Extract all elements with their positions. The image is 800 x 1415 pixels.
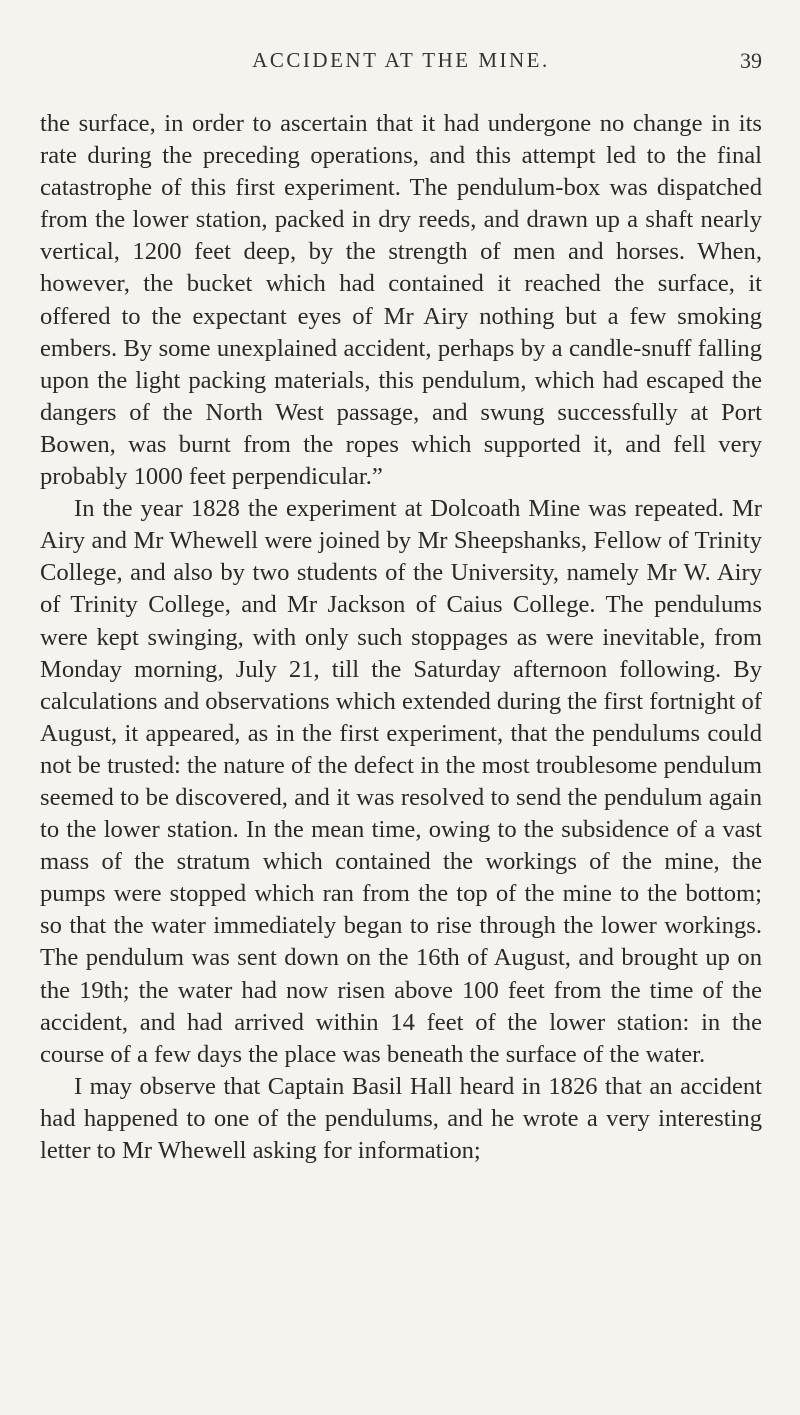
page-header	[40, 48, 762, 88]
paragraph: the surface, in order to ascertain that it had undergone no change in its rate during the preceding operations, and this attempt led to the final catastrophe of this first experiment. The pendulum-box was dispatched from the lower station, packed in dry reeds, and drawn up a shaft nearly vertical, 1200 feet deep, by the strength of men and horses. When, however, the bucket which had contained it reached the surface, it offered to the expectant eyes of Mr Airy nothing but a few smoking embers. By some unexplained accident, perhaps by a candle-snuff falling upon the light packing materials, this pendulum, which had escaped the dangers of the North West passage, and swung successfully at Port Bowen, was burnt from the ropes which supported it, and fell very probably 1000 feet perpendicular.”	[40, 110, 762, 491]
running-head: ACCIDENT AT THE MINE.	[252, 48, 550, 72]
body-text	[40, 108, 762, 1167]
paragraph: I may observe that Captain Basil Hall heard in 1826 that an accident had happened to one of the pendulums, and he wrote a very interesting letter to Mr Whewell asking for information;	[40, 1072, 762, 1164]
paragraph: In the year 1828 the experiment at Dolcoath Mine was repeated. Mr Airy and Mr Whewell were joined by Mr Sheepshanks, Fellow of Trinity College, and also by two students of the University, namely Mr W. Airy of Trinity College, and Mr Jackson of Caius College. The pendulums were kept swinging, with only such stoppages as were inevitable, from Monday morning, July 21, till the Saturday afternoon following. By calculations and observations which extended during the first fortnight of August, it appeared, as in the first experiment, that the pendulums could not be trusted: the nature of the defect in the most troublesome pendulum seemed to be discovered, and it was resolved to send the pendulum again to the lower station. In the mean time, owing to the subsidence of a vast mass of the stratum which contained the workings of the mine, the pumps were stopped which ran from the top of the mine to the bottom; so that the water immediately began to rise through the lower workings. The pendulum was sent down on the 16th of August, and brought up on the 19th; the water had now risen above 100 feet from the time of the accident, and had arrived within 14 feet of the lower station: in the course of a few days the place was beneath the surface of the water.	[40, 495, 762, 1068]
page-number: 39	[740, 48, 762, 73]
